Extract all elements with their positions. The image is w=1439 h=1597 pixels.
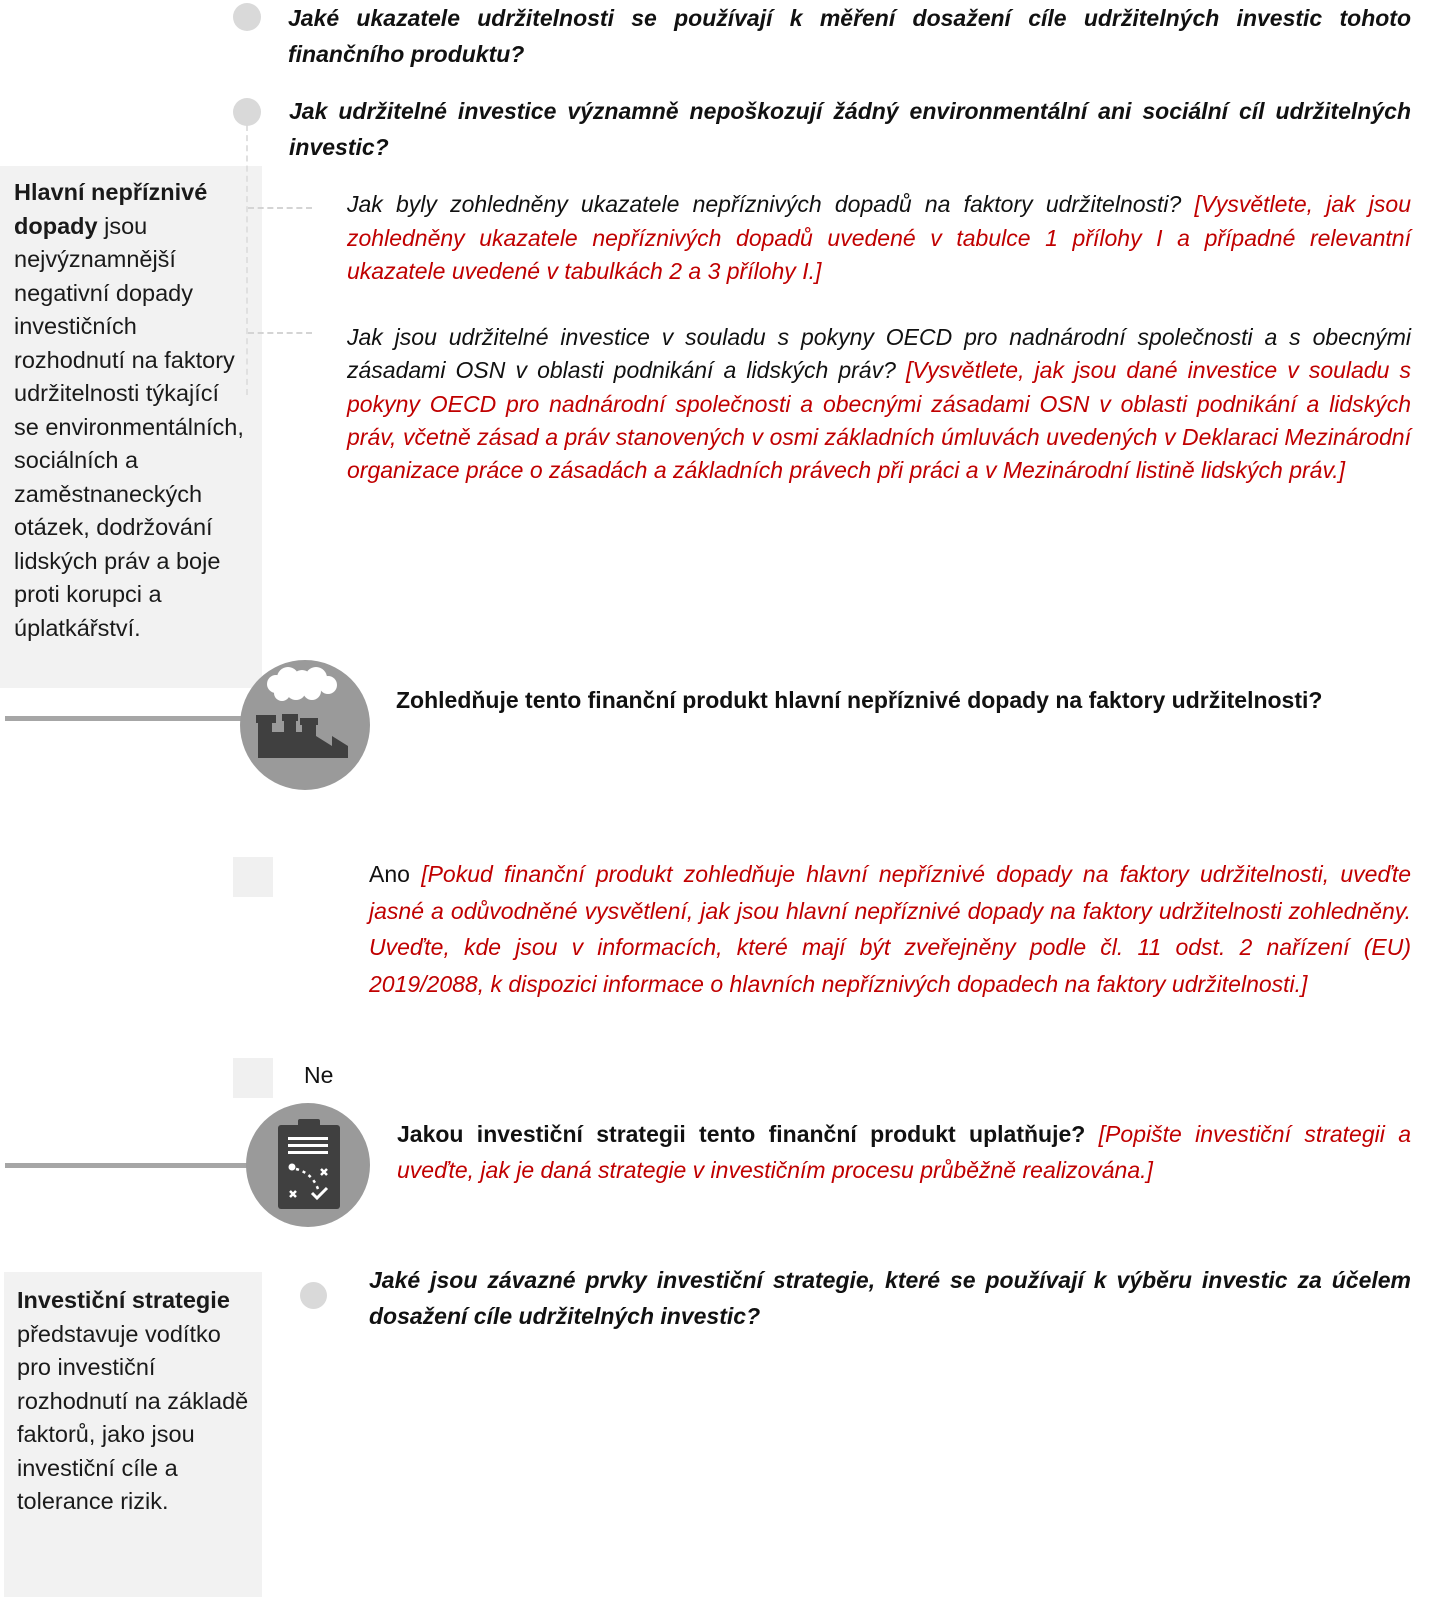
strategy-definition-term: Investiční strategie bbox=[17, 1287, 230, 1313]
pai-definition-text: jsou nejvýznamnější negativní dopady investičních rozhodnutí na faktory udržitelnosti týkající se environmentálních, sociálních a zaměstnaneckých otázek, dodržování lidských práv a boje proti korupci a úplatkářství. bbox=[14, 212, 244, 641]
question-pai-consideration: Zohledňuje tento finanční produkt hlavní nepříznivé dopady na faktory udržitelnosti? bbox=[396, 687, 1323, 713]
bullet-dot bbox=[233, 3, 261, 31]
question-pai-indicators-text: Jak byly zohledněny ukazatele nepříznivých dopadů na faktory udržitelnosti? bbox=[347, 191, 1182, 217]
option-yes-instruction: [Pokud finanční produkt zohledňuje hlavní nepříznivé dopady na faktory udržitelnosti, uveďte jasné a odůvodněné vysvětlení, jak jsou hlavní nepříznivé dopady na faktory udržitelnosti zohledněny. Uveďte, kde jsou v informacích, které mají být zveřejněny podle čl. 11 odst. 2 nařízení (EU) 2019/2088, k dispozici informace o hlavních nepříznivých dopadech na faktory udržitelnosti.] bbox=[369, 861, 1412, 997]
strategy-definition-box bbox=[4, 1272, 262, 1597]
question-dnsh: Jak udržitelné investice významně nepoškozují žádný environmentální ani sociální cíl udržitelných investic? bbox=[289, 98, 1411, 160]
question-pai-indicators-instruction: [Vysvětlete, jak jsou zohledněny ukazatele nepříznivých dopadů uvedené v tabulce 1 přílohy I a případné relevantní ukazatele uvedené v tabulkách 2 a 3 přílohy I.] bbox=[347, 191, 1411, 284]
smoke-cloud bbox=[267, 667, 337, 701]
connector-line-pai bbox=[5, 716, 250, 721]
question-oecd-alignment-instruction: [Vysvětlete, jak jsou dané investice v souladu s pokyny OECD pro nadnárodní společnosti a obecnými zásadami OSN v oblasti podnikání a lidských práv, včetně zásad a práv stanovených v osmi základních úmluvách uvedených v Deklaraci Mezinárodní organizace práce o zásadách a základních právech při práci a v Mezinárodní listině lidských práv.] bbox=[347, 357, 1411, 484]
pai-definition-term: Hlavní nepříznivé dopady bbox=[14, 179, 208, 239]
factory-shape bbox=[258, 720, 348, 758]
strategy-start-point bbox=[289, 1164, 296, 1171]
option-yes bbox=[369, 856, 1411, 1002]
factory-pollution-icon bbox=[240, 660, 370, 790]
checkbox-yes[interactable] bbox=[233, 857, 273, 897]
pai-definition-box bbox=[0, 166, 262, 688]
connector-dash-2 bbox=[248, 332, 312, 334]
bullet-dot bbox=[300, 1282, 327, 1309]
clipboard-strategy-svg bbox=[246, 1103, 370, 1227]
strategy-definition-text: představuje vodítko pro investiční rozhodnutí na základě faktorů, jako jsou investiční cíle a tolerance rizik. bbox=[17, 1320, 249, 1514]
question-strategy bbox=[397, 1116, 1411, 1188]
question-indicators: Jaké ukazatele udržitelnosti se používají k měření dosažení cíle udržitelných investic tohoto finančního produktu? bbox=[288, 5, 1411, 67]
question-oecd-alignment bbox=[347, 321, 1411, 487]
clipboard-clip bbox=[298, 1119, 320, 1129]
connector-vertical-dashed bbox=[246, 125, 248, 395]
bullet-dot bbox=[233, 98, 261, 126]
question-strategy-text: Jakou investiční strategii tento finanční produkt uplatňuje? bbox=[397, 1121, 1086, 1147]
option-no-label: Ne bbox=[304, 1062, 334, 1088]
question-oecd-alignment-text: Jak jsou udržitelné investice v souladu s pokyny OECD pro nadnárodní společnosti a s obecnými zásadami OSN v oblasti podnikání a lidských práv? bbox=[347, 324, 1411, 384]
question-pai-indicators bbox=[347, 188, 1411, 289]
clipboard-strategy-icon bbox=[246, 1103, 370, 1227]
factory-pollution-svg bbox=[240, 660, 370, 790]
question-strategy-instruction: [Popište investiční strategii a uveďte, jak je daná strategie v investičním procesu průběžně realizována.] bbox=[397, 1121, 1411, 1183]
connector-dash-1 bbox=[248, 207, 312, 209]
connector-line-strategy bbox=[5, 1163, 253, 1168]
option-yes-label: Ano bbox=[369, 861, 410, 887]
checkbox-no[interactable] bbox=[233, 1058, 273, 1098]
question-binding-elements: Jaké jsou závazné prvky investiční strategie, které se používají k výběru investic za účelem dosažení cíle udržitelných investic? bbox=[369, 1267, 1411, 1329]
